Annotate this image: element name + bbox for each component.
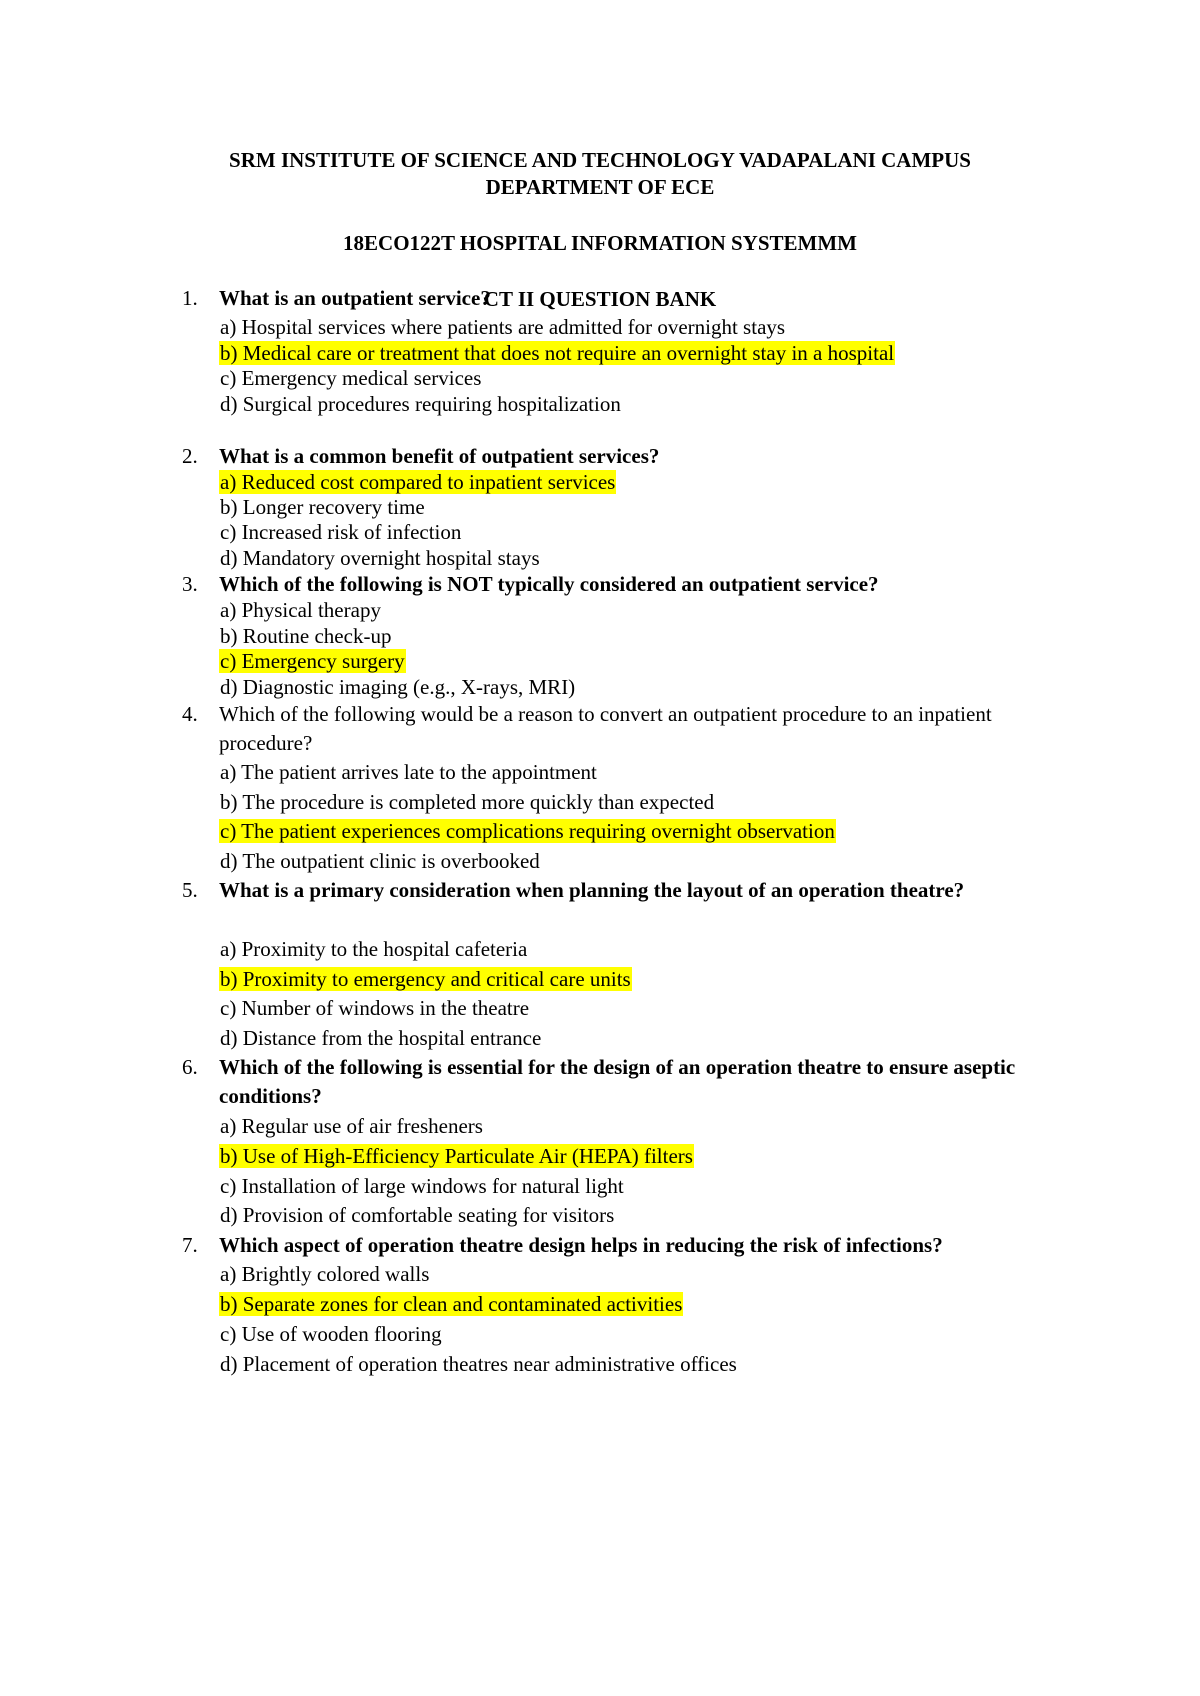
question-text: Which of the following would be a reason to convert an outpatient procedure to an inpatient procedure? xyxy=(219,702,992,755)
answer-option-text: c) Use of wooden flooring xyxy=(220,1322,442,1346)
answer-option xyxy=(219,1321,443,1347)
question-number: 7. xyxy=(182,1233,198,1257)
answer-option-text: a) Regular use of air fresheners xyxy=(220,1114,483,1138)
course-heading: 18ECO122T HOSPITAL INFORMATION SYSTEMMM xyxy=(343,231,857,255)
answer-option-text: c) Installation of large windows for natural light xyxy=(220,1174,624,1198)
answer-option-text: d) Diagnostic imaging (e.g., X-rays, MRI) xyxy=(220,675,576,699)
question-number: 2. xyxy=(182,444,198,468)
answer-option xyxy=(219,848,541,874)
question-number: 4. xyxy=(182,702,198,726)
answer-option-text: b) Routine check-up xyxy=(220,624,392,648)
answer-option-text: d) Provision of comfortable seating for visitors xyxy=(220,1203,615,1227)
answer-option-text: b) Longer recovery time xyxy=(220,495,425,519)
answer-option xyxy=(219,759,598,785)
answer-option-text: d) Distance from the hospital entrance xyxy=(220,1026,542,1050)
answer-option xyxy=(219,391,622,417)
answer-option-correct xyxy=(219,648,406,674)
question-number: 3. xyxy=(182,572,198,596)
answer-option-text: b) Use of High-Efficiency Particulate Air (HEPA) filters xyxy=(220,1144,693,1168)
answer-option-correct xyxy=(219,340,895,366)
answer-option-text: c) Increased risk of infection xyxy=(220,520,462,544)
answer-option xyxy=(219,995,530,1021)
answer-option xyxy=(219,674,576,700)
answer-option xyxy=(219,1025,542,1051)
department-heading: DEPARTMENT OF ECE xyxy=(485,175,715,199)
answer-option xyxy=(219,789,715,815)
answer-option xyxy=(219,1202,615,1228)
question-text: What is an outpatient service? xyxy=(219,286,491,310)
answer-option-correct xyxy=(219,966,632,992)
answer-option xyxy=(219,1173,625,1199)
answer-option-text: c) Number of windows in the theatre xyxy=(220,996,530,1020)
answer-option-text: b) Separate zones for clean and contaminated activities xyxy=(220,1292,683,1316)
answer-option-correct xyxy=(219,1291,683,1317)
question-text: Which of the following is essential for the design of an operation theatre to ensure aseptic conditions? xyxy=(219,1055,1016,1108)
answer-option xyxy=(219,1261,430,1287)
answer-option-text: c) Emergency surgery xyxy=(220,649,405,673)
answer-option-text: b) Proximity to emergency and critical care units xyxy=(220,967,631,991)
answer-option-text: a) The patient arrives late to the appointment xyxy=(220,760,597,784)
answer-option-text: c) The patient experiences complications requiring overnight observation xyxy=(220,819,835,843)
answer-option-correct xyxy=(219,1143,694,1169)
answer-option-correct xyxy=(219,818,836,844)
question-number: 1. xyxy=(182,286,198,310)
question-bank-title: CT II QUESTION BANK xyxy=(483,287,717,311)
answer-option-text: d) Surgical procedures requiring hospitalization xyxy=(220,392,621,416)
question-text: What is a common benefit of outpatient services? xyxy=(219,444,660,468)
answer-option xyxy=(219,1113,484,1139)
answer-option xyxy=(219,314,786,340)
answer-option xyxy=(219,365,482,391)
answer-option xyxy=(219,597,382,623)
answer-option-text: a) Reduced cost compared to inpatient services xyxy=(220,470,616,494)
answer-option xyxy=(219,1351,738,1377)
answer-option-text: d) The outpatient clinic is overbooked xyxy=(220,849,540,873)
answer-option-text: b) Medical care or treatment that does not require an overnight stay in a hospital xyxy=(220,341,895,365)
answer-option-correct xyxy=(219,469,616,495)
answer-option xyxy=(219,623,392,649)
answer-option xyxy=(219,545,541,571)
question-text: Which of the following is NOT typically considered an outpatient service? xyxy=(219,572,879,596)
answer-option xyxy=(219,519,462,545)
answer-option xyxy=(219,494,426,520)
answer-option-text: b) The procedure is completed more quickly than expected xyxy=(220,790,715,814)
answer-option-text: c) Emergency medical services xyxy=(220,366,482,390)
question-text: Which aspect of operation theatre design helps in reducing the risk of infections? xyxy=(219,1233,943,1257)
question-text: What is a primary consideration when planning the layout of an operation theatre? xyxy=(219,878,965,902)
answer-option xyxy=(219,936,528,962)
question-number: 5. xyxy=(182,878,198,902)
answer-option-text: a) Proximity to the hospital cafeteria xyxy=(220,937,528,961)
institution-heading: SRM INSTITUTE OF SCIENCE AND TECHNOLOGY VADAPALANI CAMPUS xyxy=(229,148,971,172)
answer-option-text: d) Placement of operation theatres near administrative offices xyxy=(220,1352,737,1376)
answer-option-text: a) Hospital services where patients are admitted for overnight stays xyxy=(220,315,786,339)
answer-option-text: d) Mandatory overnight hospital stays xyxy=(220,546,540,570)
answer-option-text: a) Physical therapy xyxy=(220,598,381,622)
answer-option-text: a) Brightly colored walls xyxy=(220,1262,430,1286)
question-number: 6. xyxy=(182,1055,198,1079)
